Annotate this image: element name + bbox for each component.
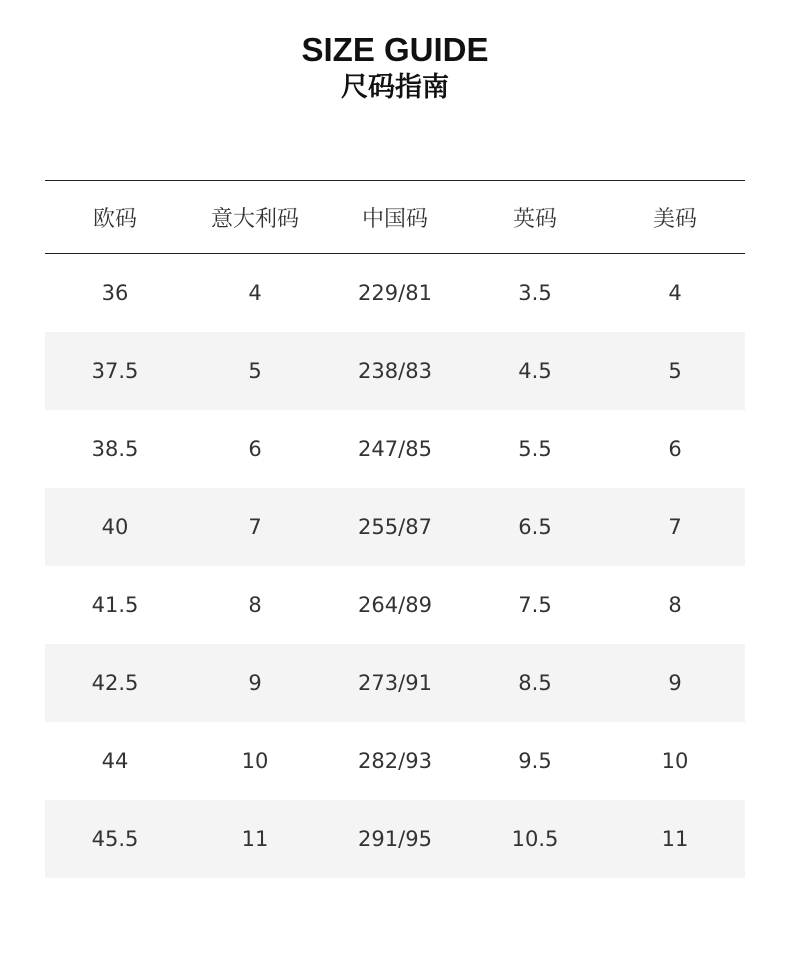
cell-uk: 6.5 — [518, 515, 552, 539]
cell-uk: 8.5 — [518, 671, 552, 695]
size-table — [45, 180, 745, 878]
table-row — [45, 254, 745, 332]
cell-uk: 7.5 — [518, 593, 552, 617]
cell-us: 4 — [668, 281, 682, 305]
cell-cn: 229/81 — [358, 281, 432, 305]
cell-us: 6 — [668, 437, 682, 461]
table-row — [45, 332, 745, 410]
cell-it: 10 — [241, 749, 269, 773]
cell-us: 11 — [661, 827, 689, 851]
cell-uk: 4.5 — [518, 359, 552, 383]
cell-us: 7 — [668, 515, 682, 539]
cell-cn: 238/83 — [358, 359, 432, 383]
cell-eu: 36 — [101, 281, 129, 305]
table-row — [45, 722, 745, 800]
cell-us: 10 — [661, 749, 689, 773]
cell-it: 6 — [248, 437, 262, 461]
table-header-row — [45, 180, 745, 254]
cell-cn: 291/95 — [358, 827, 432, 851]
cell-uk: 5.5 — [518, 437, 552, 461]
cell-uk: 10.5 — [511, 827, 559, 851]
cell-cn: 247/85 — [358, 437, 432, 461]
cell-cn: 273/91 — [358, 671, 432, 695]
cell-cn: 282/93 — [358, 749, 432, 773]
table-row — [45, 644, 745, 722]
page-title: SIZE GUIDE — [301, 31, 489, 68]
header-us-size: 美码 — [652, 206, 697, 232]
cell-uk: 9.5 — [518, 749, 552, 773]
table-row — [45, 566, 745, 644]
cell-it: 11 — [241, 827, 269, 851]
cell-cn: 264/89 — [358, 593, 432, 617]
cell-eu: 44 — [101, 749, 129, 773]
cell-eu: 42.5 — [91, 671, 139, 695]
cell-cn: 255/87 — [358, 515, 432, 539]
cell-eu: 41.5 — [91, 593, 139, 617]
cell-us: 9 — [668, 671, 682, 695]
cell-it: 5 — [248, 359, 262, 383]
header-uk-size: 英码 — [512, 206, 557, 232]
cell-eu: 38.5 — [91, 437, 139, 461]
page-subtitle: 尺码指南 — [341, 72, 449, 103]
table-row — [45, 800, 745, 878]
header-cn-size: 中国码 — [361, 206, 428, 232]
cell-uk: 3.5 — [518, 281, 552, 305]
cell-eu: 45.5 — [91, 827, 139, 851]
cell-us: 8 — [668, 593, 682, 617]
header-it-size: 意大利码 — [210, 206, 299, 232]
cell-it: 9 — [248, 671, 262, 695]
cell-it: 7 — [248, 515, 262, 539]
cell-eu: 37.5 — [91, 359, 139, 383]
cell-it: 4 — [248, 281, 262, 305]
table-row — [45, 410, 745, 488]
cell-it: 8 — [248, 593, 262, 617]
cell-us: 5 — [668, 359, 682, 383]
cell-eu: 40 — [101, 515, 129, 539]
table-row — [45, 488, 745, 566]
header-eu-size: 欧码 — [92, 206, 137, 232]
